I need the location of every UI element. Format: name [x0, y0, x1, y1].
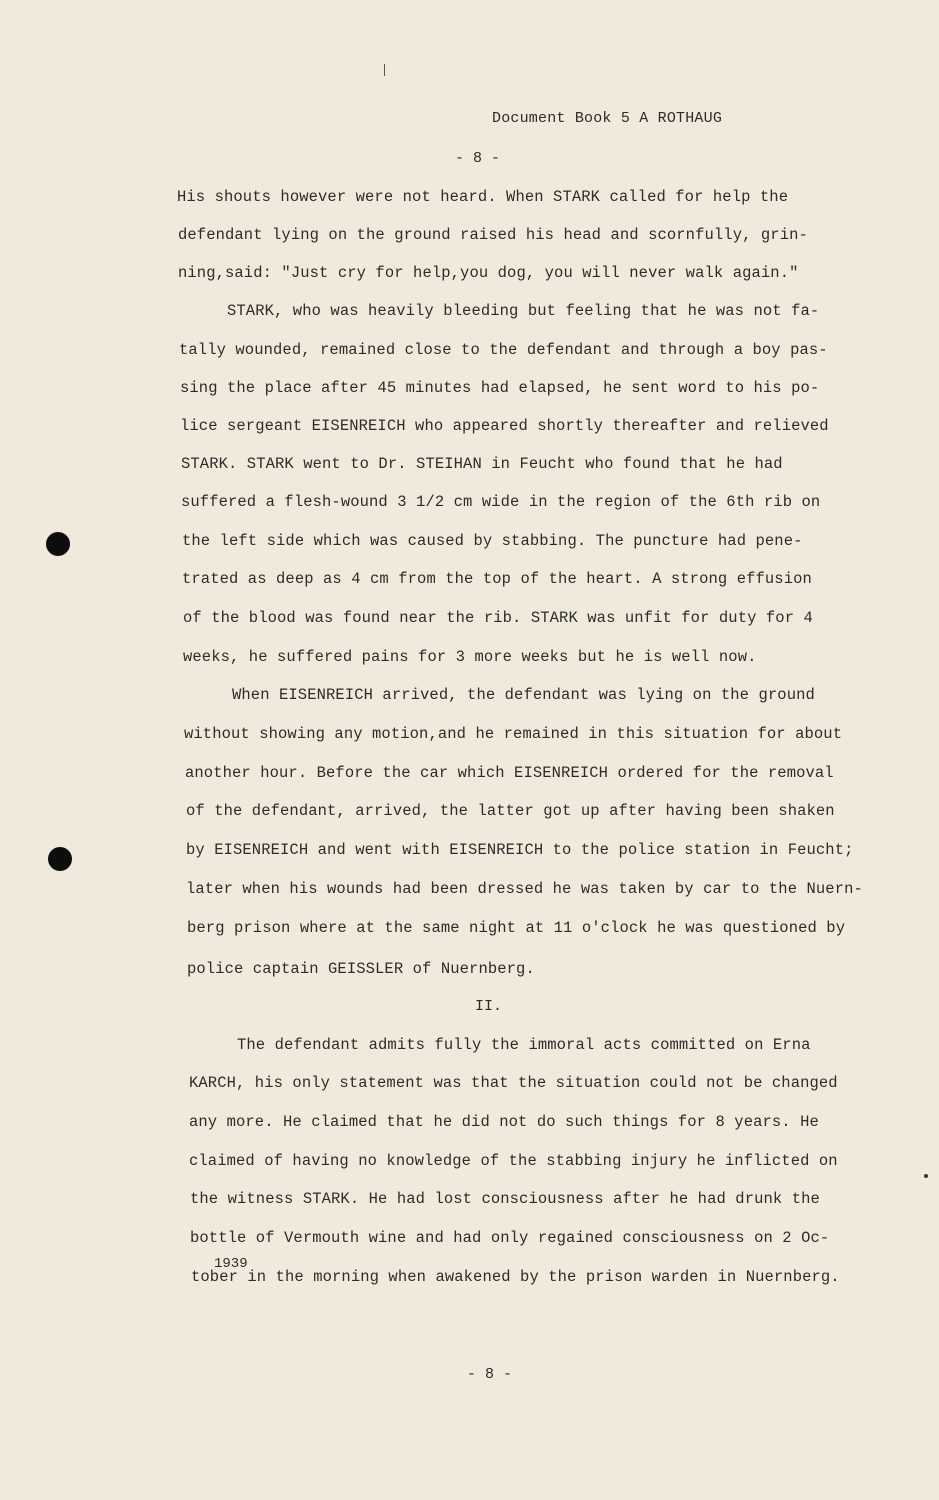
text-line: trated as deep as 4 cm from the top of the heart. A strong effusion — [182, 570, 812, 588]
text-line: claimed of having no knowledge of the stabbing injury he inflicted on — [189, 1152, 838, 1170]
text-line: sing the place after 45 minutes had elapsed, he sent word to his po- — [180, 379, 820, 397]
document-reference: Document Book 5 A ROTHAUG — [492, 110, 723, 127]
text-line: KARCH, his only statement was that the situation could not be changed — [189, 1074, 838, 1092]
text-line: another hour. Before the car which EISENREICH ordered for the removal — [185, 764, 834, 782]
ink-speck — [924, 1174, 928, 1178]
text-line: suffered a flesh-wound 3 1/2 cm wide in the region of the 6th rib on — [181, 493, 821, 511]
text-line: any more. He claimed that he did not do such things for 8 years. He — [189, 1113, 819, 1131]
pencil-mark — [384, 64, 385, 76]
punch-hole-upper — [46, 532, 70, 556]
text-line: tally wounded, remained close to the defendant and through a boy pas- — [179, 341, 828, 359]
text-line: of the defendant, arrived, the latter got up after having been shaken — [186, 802, 835, 820]
text-line: the witness STARK. He had lost consciousness after he had drunk the — [190, 1190, 820, 1208]
text-line: by EISENREICH and went with EISENREICH to the police station in Feucht; — [186, 841, 854, 859]
text-line: The defendant admits fully the immoral acts committed on Erna — [237, 1036, 811, 1054]
text-line: lice sergeant EISENREICH who appeared shortly thereafter and relieved — [180, 417, 829, 435]
text-line: without showing any motion,and he remained in this situation for about — [184, 725, 843, 743]
text-line: STARK. STARK went to Dr. STEIHAN in Feucht who found that he had — [181, 455, 783, 473]
text-line: His shouts however were not heard. When STARK called for help the — [177, 188, 789, 206]
page-number-top: - 8 - — [455, 150, 501, 167]
punch-hole-lower — [48, 847, 72, 871]
text-line: tober in the morning when awakened by the prison warden in Nuernberg. — [191, 1268, 840, 1286]
page-number-bottom: - 8 - — [467, 1366, 513, 1383]
text-line: police captain GEISSLER of Nuernberg. — [187, 960, 535, 978]
text-line: STARK, who was heavily bleeding but feeling that he was not fa- — [227, 302, 820, 320]
text-line: later when his wounds had been dressed he was taken by car to the Nuern- — [186, 880, 863, 898]
text-line: berg prison where at the same night at 11 o'clock he was questioned by — [187, 919, 846, 937]
text-line: defendant lying on the ground raised his head and scornfully, grin- — [178, 226, 808, 244]
text-line: of the blood was found near the rib. STARK was unfit for duty for 4 — [183, 609, 813, 627]
handwritten-year-insertion: 1939 — [214, 1256, 248, 1272]
text-line: weeks, he suffered pains for 3 more weeks but he is well now. — [183, 648, 757, 666]
text-line: the left side which was caused by stabbing. The puncture had pene- — [182, 532, 803, 550]
text-line: bottle of Vermouth wine and had only regained consciousness on 2 Oc- — [190, 1229, 830, 1247]
text-line: When EISENREICH arrived, the defendant was lying on the ground — [232, 686, 815, 704]
section-heading: II. — [475, 998, 503, 1015]
text-line: ning,said: "Just cry for help,you dog, you will never walk again." — [178, 264, 799, 282]
